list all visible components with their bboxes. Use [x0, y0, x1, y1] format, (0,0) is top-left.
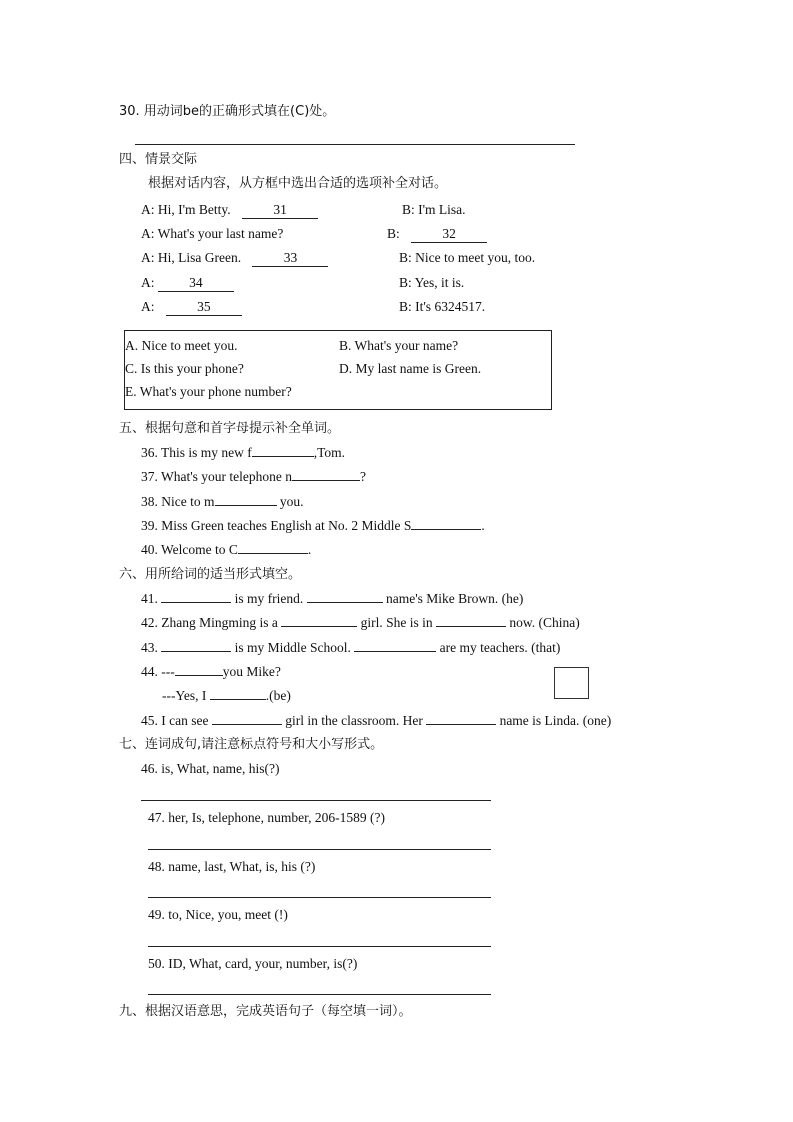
- question-text: is my Middle School.: [231, 640, 351, 655]
- answer-blank-42a[interactable]: [281, 626, 357, 627]
- dialog-b-prefix: B:: [387, 226, 400, 241]
- answer-line-49[interactable]: [148, 946, 491, 947]
- dialog-a-prefix: A:: [141, 275, 155, 290]
- answer-blank-39[interactable]: [411, 529, 481, 530]
- dialog-blank-33[interactable]: 33: [252, 250, 328, 267]
- question-36: [141, 444, 345, 462]
- dialog-blank-31[interactable]: 31: [242, 202, 318, 219]
- dialog-blank-32[interactable]: 32: [411, 226, 487, 243]
- question-49: 49. to, Nice, you, meet (!): [148, 907, 288, 922]
- dialog-b-text: B: Nice to meet you, too.: [399, 250, 536, 265]
- question-text: you Mike?: [222, 664, 281, 679]
- dialog-line-32: [387, 225, 487, 243]
- answer-blank-38[interactable]: [215, 505, 277, 506]
- empty-square-box: [554, 667, 589, 699]
- section-9-title: 九、根据汉语意思，完成英语句子（每空填一词）。: [119, 1004, 412, 1019]
- question-text: .: [481, 518, 485, 533]
- question-text: are my teachers. (that): [436, 640, 561, 655]
- answer-blank-43b[interactable]: [354, 651, 436, 652]
- section-7-title: 七、连词成句,请注意标点符号和大小写形式。: [119, 737, 384, 752]
- question-text: 40. Welcome to C: [141, 542, 238, 557]
- answer-blank-44a[interactable]: [175, 675, 223, 676]
- dialog-line-35: [141, 298, 242, 316]
- answer-line-50[interactable]: [148, 994, 491, 995]
- question-50: 50. ID, What, card, your, number, is(?): [148, 956, 358, 971]
- answer-blank-37[interactable]: [292, 480, 360, 481]
- question-text: ,Tom.: [313, 445, 346, 460]
- question-text: 44. ---: [141, 664, 175, 679]
- answer-blank-44b[interactable]: [210, 699, 266, 700]
- dialog-a-prefix: A:: [141, 299, 155, 314]
- answer-blank-45a[interactable]: [212, 724, 282, 725]
- dialog-blank-34[interactable]: 34: [158, 275, 234, 292]
- question-text: girl. She is in: [357, 615, 433, 630]
- dialog-b-text: B: It's 6324517.: [399, 299, 486, 314]
- dialog-b-text: B: I'm Lisa.: [402, 202, 466, 217]
- answer-line-46[interactable]: [141, 800, 491, 801]
- question-48: 48. name, last, What, is, his (?): [148, 859, 316, 874]
- question-text: 43.: [141, 640, 158, 655]
- option-b: B. What's your name?: [339, 338, 459, 353]
- dialog-a-text: A: Hi, Lisa Green.: [141, 250, 242, 265]
- section-6-title: 六、用所给词的适当形式填空。: [119, 567, 302, 582]
- answer-line-48[interactable]: [148, 897, 491, 898]
- dialog-b-text: B: Yes, it is.: [399, 275, 465, 290]
- question-44b: [162, 687, 291, 705]
- question-47: 47. her, Is, telephone, number, 206-1589 (?): [148, 810, 385, 825]
- answer-line-30: [135, 144, 575, 145]
- option-c: C. Is this your phone?: [125, 361, 244, 376]
- dialog-line-33: [141, 249, 328, 267]
- question-41: [141, 590, 523, 608]
- answer-blank-43a[interactable]: [161, 651, 231, 652]
- question-45: [141, 712, 611, 730]
- question-37: [141, 468, 366, 486]
- question-text: ?: [360, 469, 367, 484]
- question-text: .(be): [265, 688, 291, 703]
- question-text: .: [307, 542, 312, 557]
- question-30: 30. 用动词be的正确形式填在(C)处。: [119, 104, 336, 119]
- answer-blank-41a[interactable]: [161, 602, 231, 603]
- answer-blank-45b[interactable]: [426, 724, 496, 725]
- dialog-blank-35[interactable]: 35: [166, 299, 242, 316]
- question-text: is my friend.: [231, 591, 304, 606]
- question-40: [141, 541, 311, 559]
- question-text: 39. Miss Green teaches English at No. 2 Middle S: [141, 518, 412, 533]
- answer-blank-41b[interactable]: [307, 602, 383, 603]
- section-4-instruction: 根据对话内容，从方框中选出合适的选项补全对话。: [148, 176, 448, 191]
- question-text: 36. This is my new f: [141, 445, 252, 460]
- question-38: [141, 493, 304, 511]
- question-43: [141, 639, 560, 657]
- answer-blank-40[interactable]: [238, 553, 308, 554]
- option-d: D. My last name is Green.: [339, 361, 482, 376]
- section-5-title: 五、根据句意和首字母提示补全单词。: [119, 421, 341, 436]
- question-text: you.: [276, 494, 304, 509]
- dialog-line-34: [141, 274, 234, 292]
- option-a: A. Nice to meet you.: [125, 338, 238, 353]
- answer-line-47[interactable]: [148, 849, 491, 850]
- question-text: 42. Zhang Mingming is a: [141, 615, 278, 630]
- question-39: [141, 517, 485, 535]
- dialog-line-31: [141, 201, 318, 219]
- question-text: girl in the classroom. Her: [281, 713, 423, 728]
- question-46: 46. is, What, name, his(?): [141, 761, 280, 776]
- question-text: 41.: [141, 591, 158, 606]
- question-text: 37. What's your telephone n: [141, 469, 293, 484]
- question-text: now. (China): [506, 615, 580, 630]
- dialog-a-text: A: What's your last name?: [141, 226, 284, 241]
- answer-blank-36[interactable]: [252, 456, 314, 457]
- dialog-a-text: A: Hi, I'm Betty.: [141, 202, 231, 217]
- question-text: 38. Nice to m: [141, 494, 215, 509]
- answer-blank-42b[interactable]: [436, 626, 506, 627]
- section-4-title: 四、情景交际: [119, 152, 198, 167]
- question-text: name's Mike Brown. (he): [382, 591, 524, 606]
- question-44a: [141, 663, 281, 681]
- question-text: ---Yes, I: [162, 688, 207, 703]
- option-e: E. What's your phone number?: [125, 384, 292, 399]
- question-text: name is Linda. (one): [496, 713, 612, 728]
- question-text: 45. I can see: [141, 713, 209, 728]
- question-42: [141, 614, 580, 632]
